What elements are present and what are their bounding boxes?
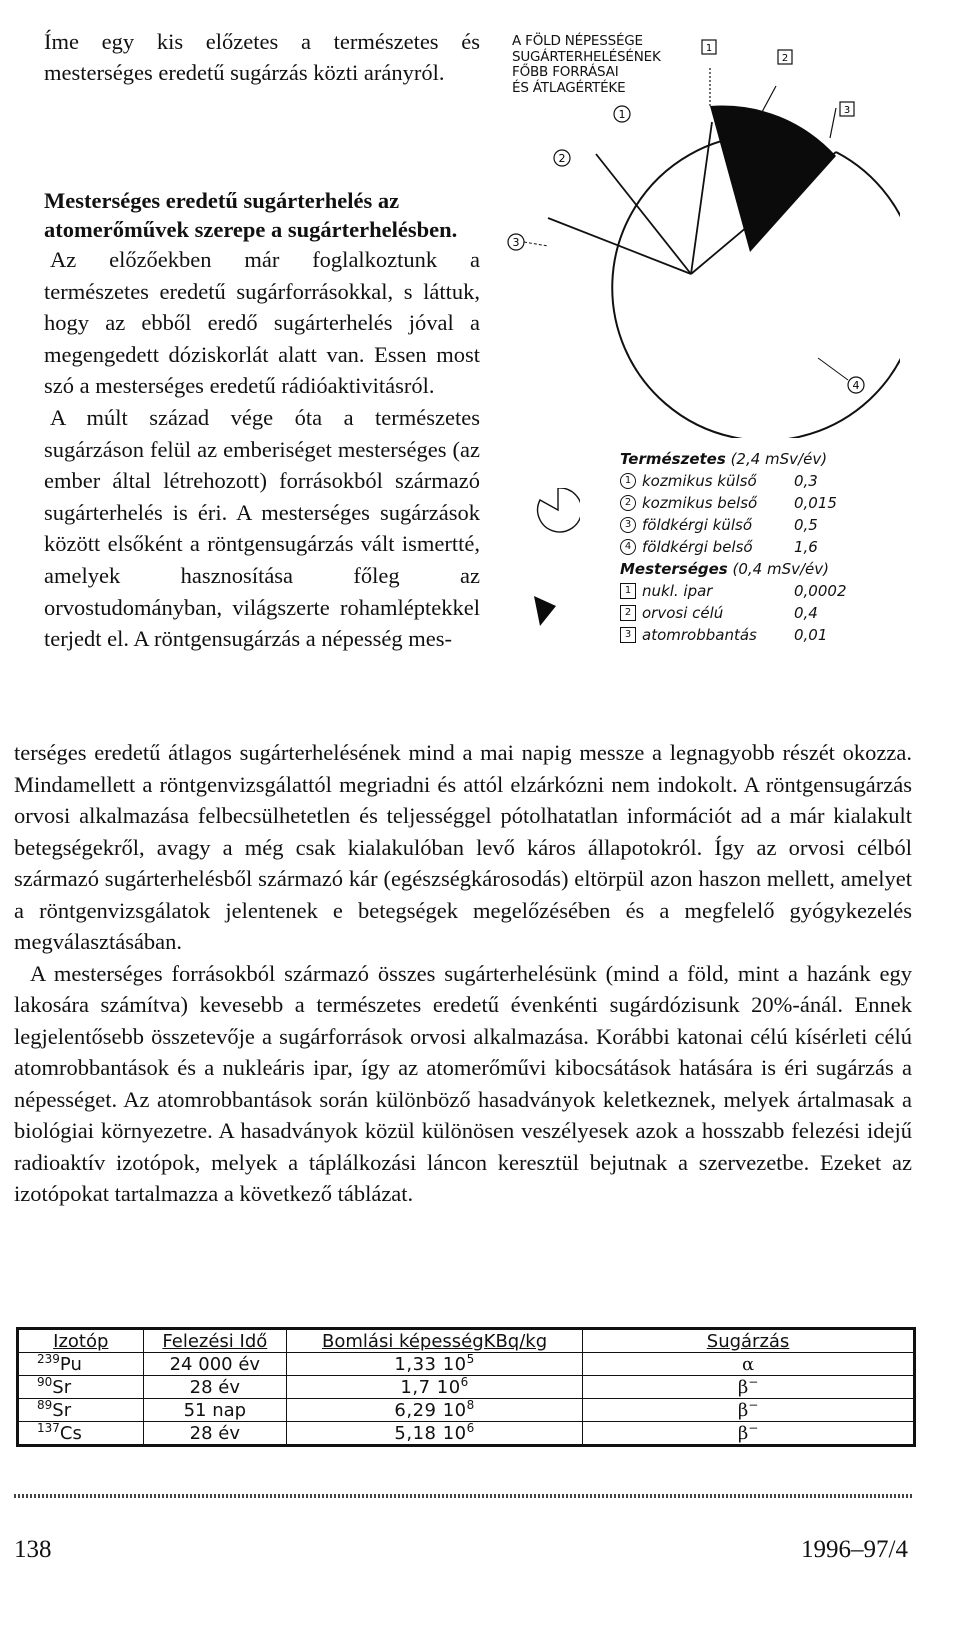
radiation-cell: β− xyxy=(583,1399,915,1422)
radiation-cell: α xyxy=(583,1353,915,1376)
legend-value: 0,0002 xyxy=(794,582,847,600)
pie-square-markers xyxy=(702,40,854,116)
legend-label: földkérgi belső xyxy=(642,538,753,556)
legend-item xyxy=(534,602,934,624)
table-row xyxy=(18,1376,915,1399)
body-paragraph: A mesterséges forrásokból származó összes sugárterhelésünk (mind a föld, mint a hazánk egy lakosára számítva) kevesebb a természetes eredetű évenkénti sugárdózisunk 20%-ánál. Ennek legjelentősebb összetevője a sugárforrások orvosi alkalmazása. Korábbi katonai célú kísérleti célú atomrobbantások és a nukleáris ipar, így az atomerőművi kibocsátások hatására is éri sugárzás a népességet. Az atomrobbantások során különböző hasadványok keletkeznek, melyek ártalmasak a biológiai környezetre. A hasadványok közül különösen veszélyesek azok a hosszabb felezési idejű radioaktív izotópok, melyek a táplálkozási láncon keresztül bejutnak a szervezetbe. Ezeket az izotópokat tartalmazza a következő táblázat. xyxy=(14,960,912,1206)
slice-2-pointer xyxy=(762,86,776,112)
legend-marker: 2 xyxy=(620,495,636,511)
activity-cell: 1,33 $10^5$ xyxy=(287,1353,583,1376)
legend-item xyxy=(534,492,934,514)
marker-square-label-3: 3 xyxy=(843,105,851,116)
legend-label: földkérgi külső xyxy=(642,516,753,534)
intro-paragraph: Íme egy kis előzetes a természetes és mesterséges eredetű sugárzás közti arányról. xyxy=(44,29,480,85)
pie-title-line: SUGÁRTERHELÉSÉNEK xyxy=(512,48,661,65)
body-paragraph: Az előzőekben már foglalkoztunk a természetes eredetű sugárforrásokkal, s láttuk, hogy az ebből eredő sugárterhelés jóval a megengedett dóziskorlát alatt van. Essen most szó a mesterséges eredetű rádióaktivitásról. xyxy=(44,247,480,399)
issue-label: 1996–97/4 xyxy=(801,1536,908,1563)
activity-cell: 5,18 $10^6$ xyxy=(287,1422,583,1446)
legend-value: 0,015 xyxy=(794,494,837,512)
pie-legend xyxy=(534,448,934,646)
legend-label: kozmikus külső xyxy=(642,472,757,490)
pie-title-line: FŐBB FORRÁSAI xyxy=(512,64,619,80)
isotope-table xyxy=(16,1327,916,1447)
column-header: Felezési Idő xyxy=(143,1329,287,1353)
legend-item xyxy=(534,624,934,646)
legend-natural-total: (2,4 mSv/év) xyxy=(730,450,828,468)
halflife-cell: 28 év xyxy=(143,1376,287,1399)
table-row xyxy=(18,1353,915,1376)
pie-title-line: A FÖLD NÉPESSÉGE xyxy=(512,33,643,49)
table-row xyxy=(18,1422,915,1446)
legend-item xyxy=(534,536,934,558)
radiation-cell: β− xyxy=(583,1422,915,1446)
left-column xyxy=(44,186,480,655)
isotope-cell: $^{89}$Sr xyxy=(18,1399,144,1422)
halflife-cell: 28 év xyxy=(143,1422,287,1446)
legend-value: 0,01 xyxy=(794,626,828,644)
legend-marker: 1 xyxy=(620,583,636,599)
legend-marker: 1 xyxy=(620,473,636,489)
activity-cell: 6,29 $10^8$ xyxy=(287,1399,583,1422)
marker-label-1: 1 xyxy=(618,108,626,121)
legend-natural-title: Természetes xyxy=(620,450,726,468)
legend-marker: 3 xyxy=(620,627,636,643)
page-number: 138 xyxy=(14,1536,52,1563)
body-paragraph: terséges eredetű átlagos sugárterhelésének mind a mai napig messze a legnagyobb részét okozza. Mindamellett a röntgenvizsgálattól megriadni és attól elzárkózni nem indokolt. A röntgensugárzás orvosi alkalmazása felbecsülhetetlen és teljességgel pótolhatatlan információt ad a már kialakult betegségekről, avagy a még csak kialakulóban levő káros állapotokról. Így az orvosi célból származó sugárterhelésből származó kár (egészségkárosodás) eltörpül azon haszon mellett, amelyet a röntgenvizsgálatok jelentenek e betegségek megelőzésében és a megfelelő gyógykezelés megválasztásában. xyxy=(14,740,912,954)
legend-artificial-title: Mesterséges xyxy=(620,560,728,578)
marker-3-leader xyxy=(524,242,548,246)
footer-divider xyxy=(14,1494,912,1498)
legend-marker: 3 xyxy=(620,517,636,533)
legend-natural-header xyxy=(534,448,934,470)
legend-value: 0,5 xyxy=(794,516,818,534)
legend-label: atomrobbantás xyxy=(642,626,757,644)
legend-value: 0,3 xyxy=(794,472,818,490)
legend-value: 0,4 xyxy=(794,604,818,622)
legend-item xyxy=(534,470,934,492)
activity-cell: 1,7 $10^6$ xyxy=(287,1376,583,1399)
isotope-cell: $^{90}$Sr xyxy=(18,1376,144,1399)
artificial-slice xyxy=(710,105,836,252)
table-header-row xyxy=(18,1329,915,1353)
marker-label-4: 4 xyxy=(852,379,860,392)
isotope-cell: $^{239}$Pu xyxy=(18,1353,144,1376)
marker-square-label-2: 2 xyxy=(781,53,789,64)
column-header: Izotóp xyxy=(18,1329,144,1353)
marker-4-leader xyxy=(818,358,848,380)
slice-divider-1 xyxy=(691,122,712,274)
halflife-cell: 51 nap xyxy=(143,1399,287,1422)
slice-3-pointer xyxy=(830,108,836,138)
halflife-cell: 24 000 év xyxy=(143,1353,287,1376)
legend-value: 1,6 xyxy=(794,538,818,556)
radiation-pie-chart xyxy=(500,28,900,438)
pie-title-line: ÉS ÁTLAGÉRTÉKE xyxy=(512,79,626,96)
radiation-cell: β− xyxy=(583,1376,915,1399)
marker-square-label-1: 1 xyxy=(705,43,713,54)
table-row xyxy=(18,1399,915,1422)
section-heading: Mesterséges eredetű sugárterhelés az atomerőművek szerepe a sugárterhelésben. xyxy=(44,188,458,242)
marker-label-2: 2 xyxy=(558,152,566,165)
legend-label: orvosi célú xyxy=(642,604,724,622)
column-header: Sugárzás xyxy=(583,1329,915,1353)
legend-marker: 4 xyxy=(620,539,636,555)
full-width-text xyxy=(14,737,912,1210)
legend-label: nukl. ipar xyxy=(642,582,713,600)
legend-label: kozmikus belső xyxy=(642,494,758,512)
marker-label-3: 3 xyxy=(512,236,520,249)
legend-artificial-total: (0,4 mSv/év) xyxy=(732,560,829,578)
natural-pie xyxy=(548,122,900,438)
isotope-cell: $^{137}$Cs xyxy=(18,1422,144,1446)
legend-item xyxy=(534,514,934,536)
legend-item xyxy=(534,580,934,602)
body-paragraph: A múlt század vége óta a természetes sugárzáson felül az emberiséget mesterséges (az ember által létrehozott) forrásokból származó sugárterhelés is éri. A mesterséges sugárzások között elsőként a röntgensugárzás vált ismertté, amelyek hasznosítása főleg az orvostudományban, világszerte rohamléptekkel terjedt el. A röntgensugárzás a népesség mes- xyxy=(44,404,480,652)
column-header: Bomlási képességKBq/kg xyxy=(287,1329,583,1353)
legend-artificial-header xyxy=(534,558,934,580)
legend-marker: 2 xyxy=(620,605,636,621)
